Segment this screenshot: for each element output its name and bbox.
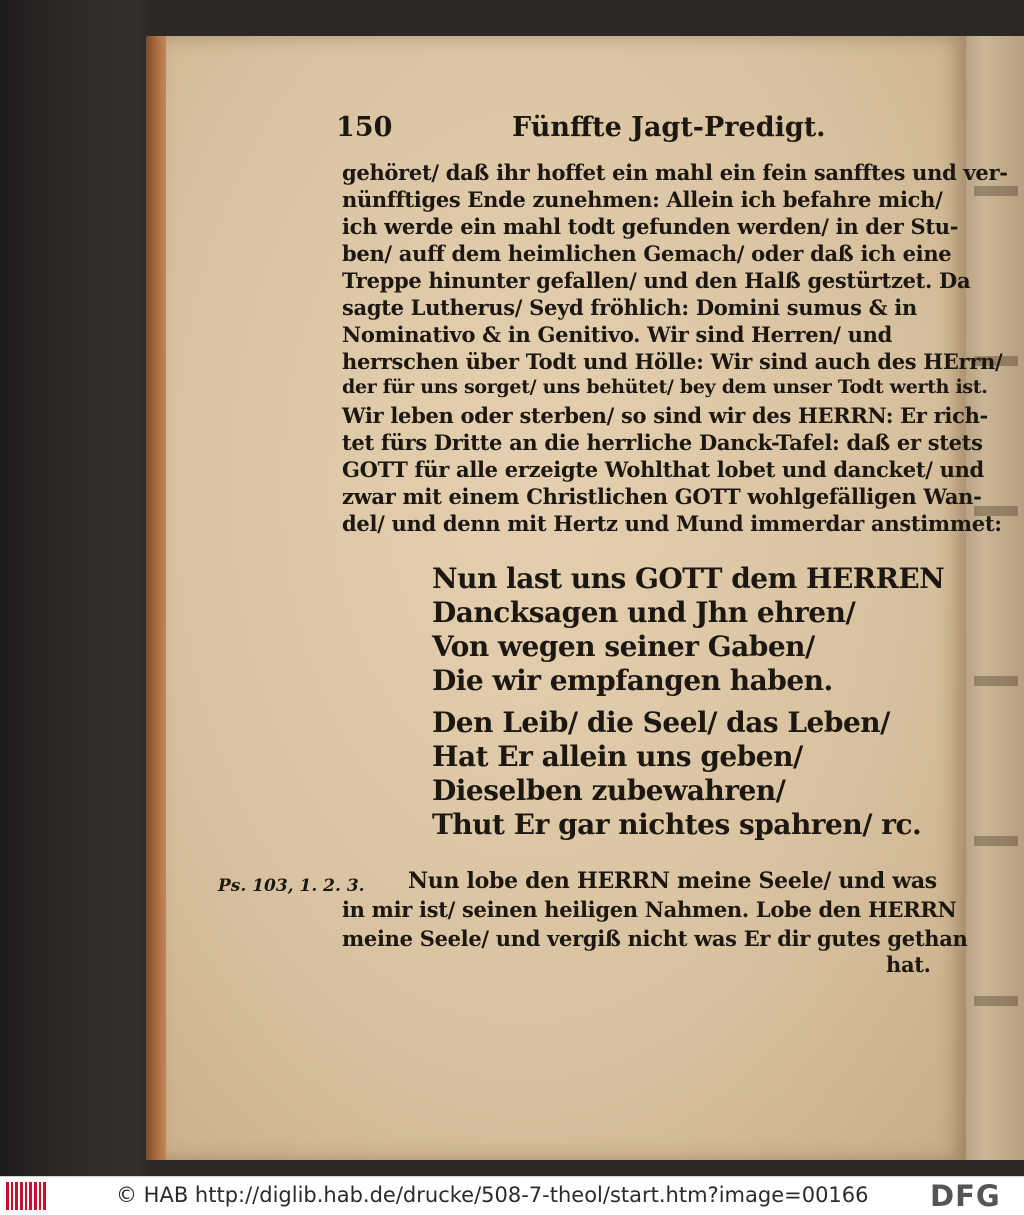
body-line: del/ und denn mit Hertz und Mund immerdar anstimmet: [342, 511, 1002, 536]
body-line: sagte Lutherus/ Seyd fröhlich: Domini sumus & in [342, 295, 917, 320]
hymn-line: Von wegen seiner Gaben/ [432, 630, 815, 663]
closing-line: meine Seele/ und vergiß nicht was Er dir gutes gethan [342, 926, 968, 951]
dfg-logo[interactable]: DFG [930, 1179, 1001, 1213]
hab-logo-icon[interactable] [6, 1182, 46, 1210]
closing-line: Nun lobe den HERRN meine Seele/ und was [408, 868, 937, 894]
copyright-link[interactable]: © HAB http://diglib.hab.de/drucke/508-7-theol/start.htm?image=00166 [116, 1183, 869, 1207]
body-line: ich werde ein mahl todt gefunden werden/ in der Stu- [342, 214, 959, 239]
hymn-line: Die wir empfangen haben. [432, 664, 833, 697]
body-line: zwar mit einem Christlichen GOTT wohlgefälligen Wan- [342, 484, 982, 509]
hymn-line: Dieselben zubewahren/ [432, 774, 786, 807]
body-line: Nominativo & in Genitivo. Wir sind Herren/ und [342, 322, 892, 347]
hymn-line: Nun last uns GOTT dem HERREN [432, 562, 945, 595]
body-line: tet fürs Dritte an die herrliche Danck-Tafel: daß er stets [342, 430, 983, 455]
hymn-line: Dancksagen und Jhn ehren/ [432, 596, 856, 629]
hymn-line: Hat Er allein uns geben/ [432, 740, 803, 773]
hymn-line: Thut Er gar nichtes spahren/ rc. [432, 808, 922, 841]
body-line: Wir leben oder sterben/ so sind wir des HERRN: Er rich- [342, 403, 988, 428]
body-line: nünfftiges Ende zunehmen: Allein ich befahre mich/ [342, 187, 943, 212]
body-line: Treppe hinunter gefallen/ und den Halß gestürtzet. Da [342, 268, 971, 293]
body-line: ben/ auff dem heimlichen Gemach/ oder daß ich eine [342, 241, 952, 266]
body-line: gehöret/ daß ihr hoffet ein mahl ein fein sanfftes und ver- [342, 160, 1008, 185]
viewer-footer [0, 1176, 1024, 1215]
body-line: herrschen über Todt und Hölle: Wir sind auch des HErrn/ [342, 349, 1003, 374]
hymn-line: Den Leib/ die Seel/ das Leben/ [432, 706, 890, 739]
page-number: 150 [336, 112, 393, 143]
facing-page-edge [966, 36, 1024, 1160]
book-page-edge [146, 36, 168, 1160]
margin-note: Ps. 103, 1. 2. 3. [218, 876, 365, 896]
running-title: Fünffte Jagt-Predigt. [512, 112, 826, 143]
closing-line: hat. [886, 952, 931, 977]
body-line: GOTT für alle erzeigte Wohlthat lobet und dancket/ und [342, 457, 984, 482]
closing-line: in mir ist/ seinen heiligen Nahmen. Lobe den HERRN [342, 897, 957, 922]
body-line: der für uns sorget/ uns behütet/ bey dem unser Todt werth ist. [342, 376, 988, 398]
